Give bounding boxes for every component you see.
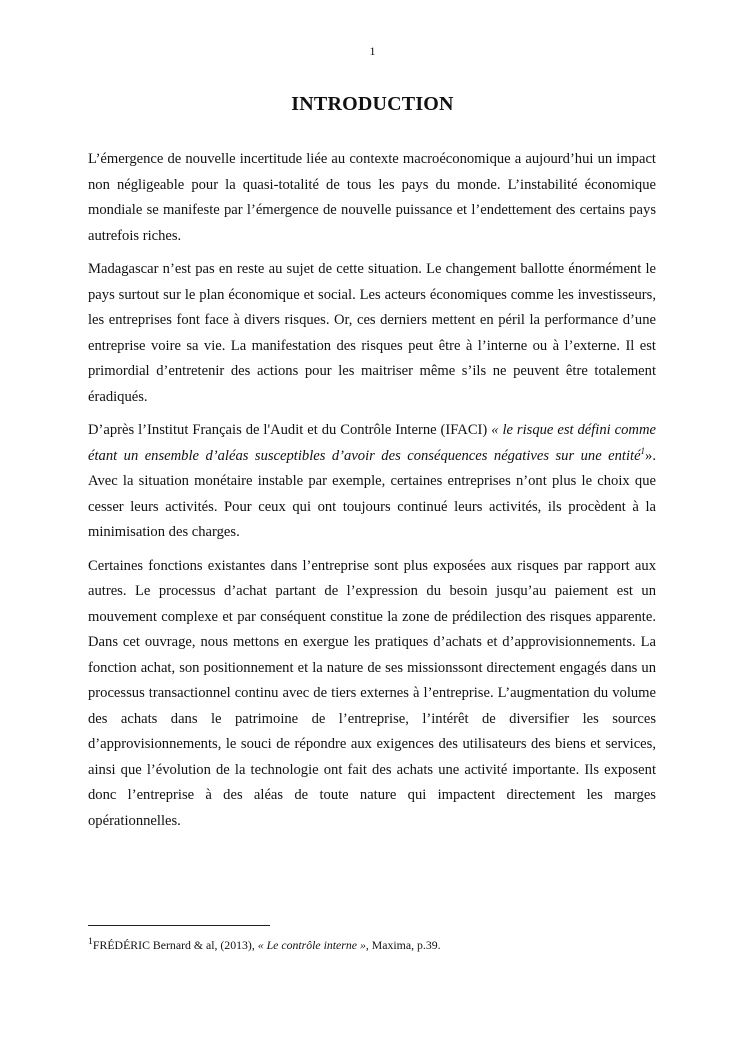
paragraph-3-rest: ». Avec la situation monétaire instable par exemple, certaines entreprises n’ont plus le choix que cesser leurs activités. Pour ceux qui ont toujours continué leurs activités, ils procèdent à la minimisation des charges. <box>88 447 656 540</box>
paragraph-3 <box>88 418 656 546</box>
ifaci-risk-definition-quote: « le risque est défini comme étant un ensemble d’aléas susceptibles d’avoir des conséquences négatives sur une entité <box>88 422 656 464</box>
footnote-marker: 1 <box>88 936 93 947</box>
footnote-separator <box>88 925 270 926</box>
body-text <box>88 147 656 842</box>
footnote-work-title: « Le contrôle interne » <box>257 937 366 952</box>
paragraph-1: L’émergence de nouvelle incertitude liée au contexte macroéconomique a aujourd’hui un impact non négligeable pour la quasi-totalité de tous les pays du monde. L’instabilité économique mondiale se manifeste par l’émergence de nouvelle puissance et l’endettement des certains pays autrefois riches. <box>88 151 656 244</box>
footnote <box>88 934 656 953</box>
paragraph-2: Madagascar n’est pas en reste au sujet de cette situation. Le changement ballotte énormément le pays surtout sur le plan économique et social. Les acteurs économiques comme les investisseurs, les entreprises font face à divers risques. Or, ces derniers mettent en péril la performance d’une entreprise voire sa vie. La manifestation des risques peut être à l’interne ou à l’externe. Il est primordial d’entretenir des actions pour les maitriser même s’ils ne peuvent être totalement éradiqués. <box>88 261 656 405</box>
footnote-reference: 1 <box>640 445 646 456</box>
page-number: 1 <box>369 44 376 58</box>
footnote-source: , Maxima, p.39. <box>365 937 441 952</box>
paragraph-3-intro: D’après l’Institut Français de l'Audit et du Contrôle Interne (IFACI) <box>88 422 492 438</box>
page-title: INTRODUCTION <box>291 93 454 115</box>
footnote-author: FRÉDÉRIC Bernard & al, (2013), <box>92 937 258 952</box>
paragraph-4: Certaines fonctions existantes dans l’entreprise sont plus exposées aux risques par rapport aux autres. Le processus d’achat partant de l’expression du besoin jusqu’au paiement est un mouvement complexe et par conséquent constitue la zone de prédilection des risques apparente. Dans cet ouvrage, nous mettons en exergue les pratiques d’achats et d’approvisionnements. La fonction achat, son positionnement et la nature de ses missionssont directement engagés dans un processus transactionnel continu avec de tiers externes à l’entreprise. L’augmentation du volume des achats dans le patrimoine de l’entreprise, l’intérêt de diversifier les sources d’approvisionnements, le souci de répondre aux exigences des utilisateurs des biens et services, ainsi que l’évolution de la technologie ont fait des achats une activité importante. Ils exposent donc l’entreprise à des aléas de toute nature qui impactent directement les marges opérationnelles. <box>88 557 656 829</box>
